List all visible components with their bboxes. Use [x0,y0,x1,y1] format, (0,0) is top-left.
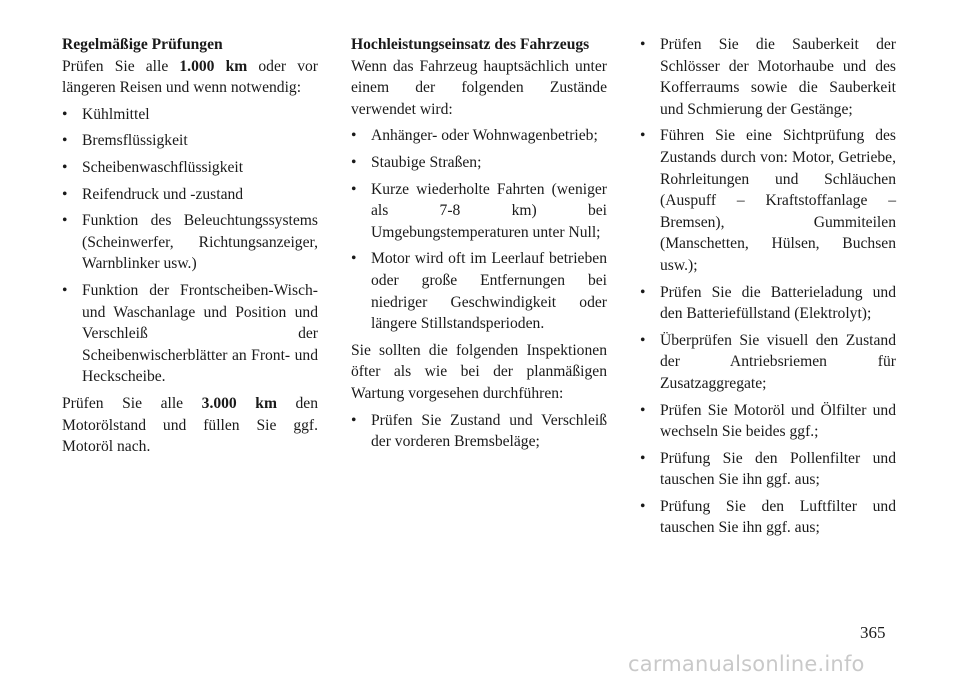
intro-text-end: oder vor längeren Reisen und wenn notwendig: [62,57,318,97]
bullet-icon: • [351,250,357,268]
check-list [62,104,318,388]
outro-text-end: den Motorölstand und füllen Sie ggf. Motoröl nach. [62,394,318,456]
list-item-text: Reifendruck und -zustand [82,185,244,203]
bullet-icon: • [640,401,646,419]
bullet-icon: • [62,158,68,176]
list-item-text: Funktion der Frontscheiben-Wisch- und Waschanlage und Position und Verschleiß der Scheibenwischerblätter an Front- und Heckscheibe. [82,281,318,386]
list-item [62,210,318,275]
intro-distance: 1.000 km [179,57,248,75]
bullet-icon: • [62,185,68,203]
section-heading-regular-checks: Regelmäßige Prüfungen [62,36,223,53]
list-item-text: Prüfung Sie den Pollenfilter und tauschen Sie ihn ggf. aus; [660,449,896,489]
intro-paragraph: Wenn das Fahrzeug hauptsächlich unter einem der folgenden Zustände verwendet wird: [351,57,607,118]
outro-paragraph [62,393,318,458]
list-item [351,152,607,174]
bullet-icon: • [640,449,646,467]
list-item-text: Führen Sie eine Sichtprüfung des Zustands durch von: Motor, Getriebe, Rohrleitungen und Schläuchen (Auspuff – Kraftstoffanlage – Bremsen), Gummiteilen (Manschetten, Hülsen, Buchsen usw.); [660,127,896,274]
list-item [640,448,896,491]
list-item [351,410,607,453]
outro-text-start: Prüfen Sie alle [62,394,202,412]
bullet-icon: • [351,153,357,171]
list-item-text: Prüfung Sie den Luftfilter und tauschen Sie ihn ggf. aus; [660,497,896,537]
outro-distance: 3.000 km [201,394,277,412]
section-heading-heavy-duty: Hochleistungseinsatz des Fahrzeugs [351,36,590,53]
intro-text-start: Prüfen Sie alle [62,57,180,75]
list-item [640,34,896,120]
column-1 [62,34,318,458]
bullet-icon: • [351,180,357,198]
bullet-icon: • [62,132,68,150]
list-item-text: Bremsflüssigkeit [82,132,188,150]
list-item [62,104,318,126]
list-item [640,330,896,395]
list-item [62,130,318,152]
bullet-icon: • [640,283,646,301]
list-item [640,496,896,539]
list-item-text: Funktion des Beleuchtungssystems (Scheinwerfer, Richtungsanzeiger, Warnblinker usw.) [82,212,318,273]
inspection-paragraph: Sie sollten die folgenden Inspektionen öfter als wie bei der planmäßigen Wartung vorgesehen durchführen: [351,341,607,402]
bullet-icon: • [640,497,646,515]
list-item [351,248,607,334]
list-item-text: Scheibenwaschflüssigkeit [82,158,244,176]
list-item [62,184,318,206]
list-item [62,280,318,388]
intro-paragraph [62,56,318,99]
page-number: 365 [860,623,886,642]
list-item-text: Motor wird oft im Leerlauf betrieben oder große Entfernungen bei niedriger Geschwindigkeit oder längere Stillstandsperioden. [371,250,607,333]
list-item-text: Kurze wiederholte Fahrten (weniger als 7-8 km) bei Umgebungstemperaturen unter Null; [371,180,607,241]
watermark: carmanualsonline.info [628,652,865,676]
list-item-text: Staubige Straßen; [371,153,482,171]
bullet-icon: • [62,281,68,299]
list-item [351,125,607,147]
inspection-list [351,410,607,453]
list-item [640,282,896,325]
bullet-icon: • [62,105,68,123]
bullet-icon: • [640,127,646,145]
list-item-text: Prüfen Sie Motoröl und Ölfilter und wechseln Sie beides ggf.; [660,401,896,441]
list-item-text: Prüfen Sie die Batterieladung und den Batteriefüllstand (Elektrolyt); [660,283,896,323]
bullet-icon: • [351,127,357,145]
inspection-list-continued [640,34,896,539]
list-item [62,157,318,179]
column-3 [640,34,896,544]
bullet-icon: • [640,331,646,349]
list-item [351,179,607,244]
list-item [640,400,896,443]
list-item-text: Anhänger- oder Wohnwagenbetrieb; [371,127,598,145]
list-item-text: Überprüfen Sie visuell den Zustand der Antriebsriemen für Zusatzaggregate; [660,331,896,392]
bullet-icon: • [351,411,357,429]
list-item [640,125,896,276]
list-item-text: Prüfen Sie Zustand und Verschleiß der vorderen Bremsbeläge; [371,411,607,451]
bullet-icon: • [640,36,646,53]
condition-list [351,125,607,334]
list-item-text: Prüfen Sie die Sauberkeit der Schlösser der Motorhaube und des Kofferraums sowie die Sauberkeit und Schmierung der Gestänge; [660,36,896,118]
bullet-icon: • [62,212,68,230]
column-2 [351,34,607,458]
list-item-text: Kühlmittel [82,105,150,123]
